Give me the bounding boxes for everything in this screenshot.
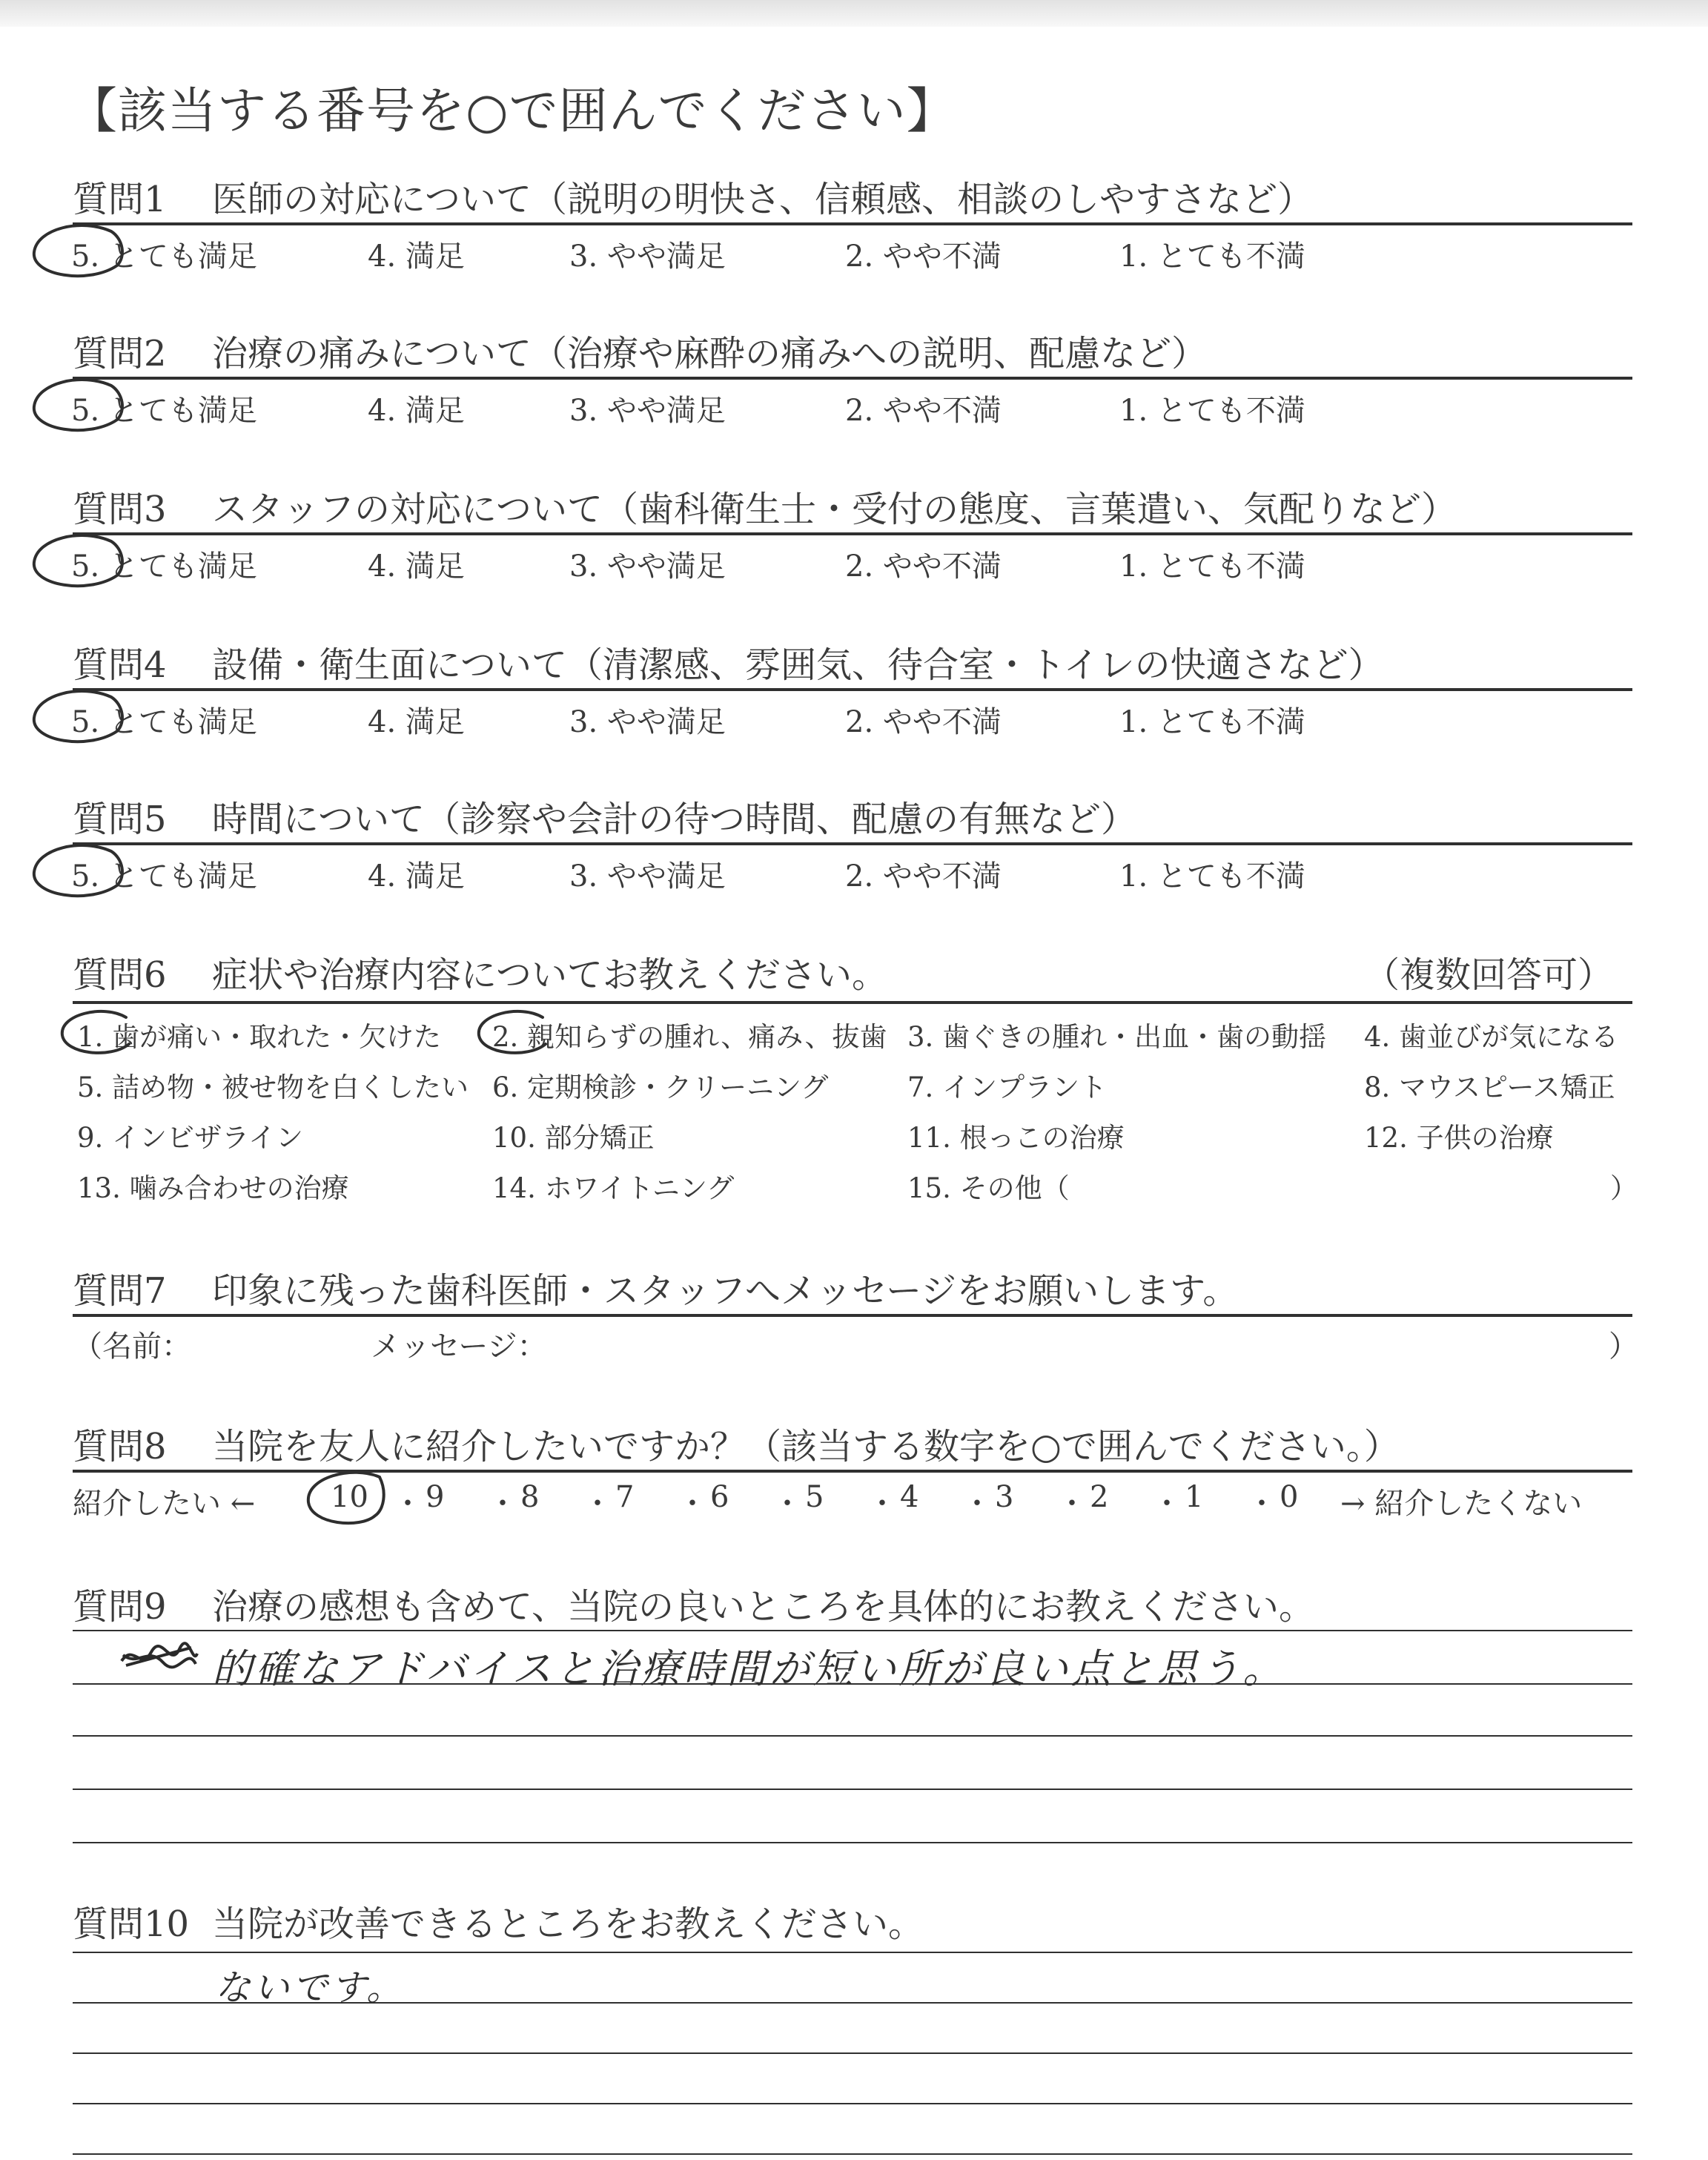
q2-option-2[interactable]: 2. やや不満 [845, 394, 1002, 428]
q6-option-8[interactable]: 8. マウスピース矯正 [1364, 1071, 1615, 1103]
q2-option-3[interactable]: 3. やや満足 [569, 394, 726, 428]
q2-text: 治療の痛みについて（治療や麻酔の痛みへの説明、配慮など） [212, 333, 1208, 374]
q3-title [73, 480, 1457, 532]
q8-scale-separator: ・ [962, 1487, 992, 1521]
q10-line-5 [73, 2153, 1632, 2155]
q2-option-1[interactable]: 1. とても不満 [1119, 394, 1305, 428]
q3-option-4[interactable]: 4. 満足 [368, 549, 465, 584]
q3-option-2[interactable]: 2. やや不満 [845, 549, 1002, 584]
q8-scale-separator: ・ [488, 1487, 517, 1521]
q5-rule [73, 842, 1632, 845]
q8-scale-separator: ・ [583, 1487, 612, 1521]
q5-option-5[interactable]: 5. とても満足 [71, 859, 257, 894]
q5-text: 時間について（診察や会計の待つ時間、配慮の有無など） [212, 799, 1137, 840]
q6-option-7[interactable]: 7. インプラント [907, 1071, 1108, 1103]
q8-number: 質問8 [73, 1426, 167, 1467]
q6-option-4[interactable]: 4. 歯並びが気になる [1364, 1021, 1619, 1053]
q9-text: 治療の感想も含めて、当院の良いところを具体的にお教えください。 [212, 1586, 1315, 1628]
q10-title [73, 1895, 924, 1946]
q8-scale-8[interactable]: 8 [520, 1480, 540, 1514]
q7-close-paren: ） [1609, 1330, 1638, 1364]
q6-option-12[interactable]: 12. 子供の治療 [1364, 1122, 1554, 1154]
q7-text: 印象に残った歯科医師・スタッフへメッセージをお願いします。 [212, 1270, 1239, 1312]
q9-line-4 [73, 1789, 1632, 1790]
q10-line-4 [73, 2103, 1632, 2104]
q8-scale-separator: ・ [772, 1487, 802, 1521]
q6-option-9[interactable]: 9. インビザライン [77, 1122, 303, 1154]
q10-line-1 [73, 1952, 1632, 1953]
q4-option-1[interactable]: 1. とても不満 [1119, 705, 1305, 739]
q8-scale-separator: ・ [1057, 1487, 1087, 1521]
q3-option-5[interactable]: 5. とても満足 [71, 549, 257, 584]
q6-note: （複数回答可） [1364, 954, 1614, 996]
q4-text: 設備・衛生面について（清潔感、雰囲気、待合室・トイレの快適さなど） [212, 644, 1384, 686]
q3-text: スタッフの対応について（歯科衛生士・受付の態度、言葉遣い、気配りなど） [212, 489, 1457, 530]
q7-name-label: （名前： [73, 1330, 191, 1364]
q1-text: 医師の対応について（説明の明快さ、信頼感、相談のしやすさなど） [212, 179, 1314, 220]
q9-line-3 [73, 1735, 1632, 1737]
q8-scale-separator: ・ [1152, 1487, 1182, 1521]
q7-number: 質問7 [73, 1270, 167, 1312]
q10-text: 当院が改善できるところをお教えください。 [212, 1903, 924, 1945]
q8-scale-9[interactable]: 9 [426, 1480, 445, 1514]
q6-option-3[interactable]: 3. 歯ぐきの腫れ・出血・歯の動揺 [907, 1021, 1327, 1053]
q3-rule [73, 532, 1632, 535]
q6-option-14[interactable]: 14. ホワイトニング [492, 1172, 735, 1204]
q4-option-3[interactable]: 3. やや満足 [569, 705, 726, 739]
q8-title [73, 1418, 1400, 1469]
q8-scale-2[interactable]: 2 [1090, 1480, 1109, 1514]
q2-number: 質問2 [73, 333, 167, 374]
q5-option-1[interactable]: 1. とても不満 [1119, 859, 1305, 894]
q4-rule [73, 688, 1632, 691]
q8-scale-6[interactable]: 6 [710, 1480, 729, 1514]
q10-answer: ないです。 [215, 1967, 406, 2009]
q1-option-3[interactable]: 3. やや満足 [569, 240, 726, 274]
q5-option-2[interactable]: 2. やや不満 [845, 859, 1002, 894]
q10-number: 質問10 [73, 1903, 190, 1945]
q6-other-close-paren: ） [1610, 1172, 1638, 1204]
q1-option-4[interactable]: 4. 満足 [368, 240, 465, 274]
q6-rule [73, 1001, 1632, 1004]
q8-scale-7[interactable]: 7 [615, 1480, 635, 1514]
q4-title [73, 636, 1384, 687]
q9-title [73, 1578, 1314, 1629]
q5-number: 質問5 [73, 799, 167, 840]
q8-rule [73, 1470, 1632, 1473]
q8-left-label: 紹介したい ← [73, 1487, 256, 1521]
q8-scale-4[interactable]: 4 [900, 1480, 919, 1514]
q8-scale-separator: ・ [678, 1487, 707, 1521]
q8-text: 当院を友人に紹介したいですか？（該当する数字を○で囲んでください。） [212, 1426, 1400, 1467]
q4-option-2[interactable]: 2. やや不満 [845, 705, 1002, 739]
q7-title [73, 1262, 1238, 1313]
q9-scribble [119, 1639, 200, 1674]
q6-option-2[interactable]: 2. 親知らずの腫れ、痛み、抜歯 [492, 1021, 887, 1053]
q6-title [73, 946, 887, 997]
q6-text: 症状や治療内容についてお教えください。 [212, 954, 888, 996]
q2-rule [73, 377, 1632, 380]
q1-title [73, 171, 1313, 222]
q4-option-4[interactable]: 4. 満足 [368, 705, 465, 739]
q8-right-label: → 紹介したくない [1340, 1487, 1583, 1521]
q9-answer: 的確なアドバイスと治療時間が短い所が良い点と思う。 [212, 1645, 1286, 1692]
q2-option-5[interactable]: 5. とても満足 [71, 394, 257, 428]
q3-option-3[interactable]: 3. やや満足 [569, 549, 726, 584]
q9-line-1 [73, 1630, 1632, 1631]
scan-edge [0, 0, 1708, 27]
q6-option-11[interactable]: 11. 根っこの治療 [907, 1122, 1125, 1154]
q6-option-15[interactable]: 15. その他（ [907, 1172, 1070, 1204]
q1-number: 質問1 [73, 179, 167, 220]
q8-scale-10[interactable]: 10 [331, 1480, 368, 1514]
q5-option-3[interactable]: 3. やや満足 [569, 859, 726, 894]
q8-scale-3[interactable]: 3 [995, 1480, 1014, 1514]
q8-scale-separator: ・ [393, 1487, 423, 1521]
q6-option-10[interactable]: 10. 部分矯正 [492, 1122, 655, 1154]
q1-rule [73, 222, 1632, 225]
q4-number: 質問4 [73, 644, 167, 686]
q10-line-3 [73, 2052, 1632, 2054]
q9-number: 質問9 [73, 1586, 167, 1628]
q2-option-4[interactable]: 4. 満足 [368, 394, 465, 428]
q3-number: 質問3 [73, 489, 167, 530]
q8-scale-separator: ・ [1247, 1487, 1277, 1521]
q9-line-5 [73, 1842, 1632, 1843]
q2-title [73, 325, 1207, 376]
q1-option-5[interactable]: 5. とても満足 [71, 240, 257, 274]
q8-scale-separator: ・ [867, 1487, 897, 1521]
q6-option-13[interactable]: 13. 噛み合わせの治療 [77, 1172, 349, 1204]
q1-option-1[interactable]: 1. とても不満 [1119, 240, 1305, 274]
q7-message-label: メッセージ： [371, 1330, 547, 1364]
q6-option-6[interactable]: 6. 定期検診・クリーニング [492, 1071, 829, 1103]
q5-option-4[interactable]: 4. 満足 [368, 859, 465, 894]
q7-rule [73, 1314, 1632, 1317]
q8-scale-5[interactable]: 5 [805, 1480, 824, 1514]
q8-scale-0[interactable]: 0 [1280, 1480, 1299, 1514]
instruction-header: 【該当する番号を○で囲んでください】 [68, 82, 956, 139]
q3-option-1[interactable]: 1. とても不満 [1119, 549, 1305, 584]
q1-option-2[interactable]: 2. やや不満 [845, 240, 1002, 274]
q4-option-5[interactable]: 5. とても満足 [71, 705, 257, 739]
q6-number: 質問6 [73, 954, 167, 996]
q6-option-1[interactable]: 1. 歯が痛い・取れた・欠けた [77, 1021, 442, 1053]
q5-title [73, 790, 1136, 842]
q8-scale-1[interactable]: 1 [1185, 1480, 1204, 1514]
q6-option-5[interactable]: 5. 詰め物・被せ物を白くしたい [77, 1071, 469, 1103]
